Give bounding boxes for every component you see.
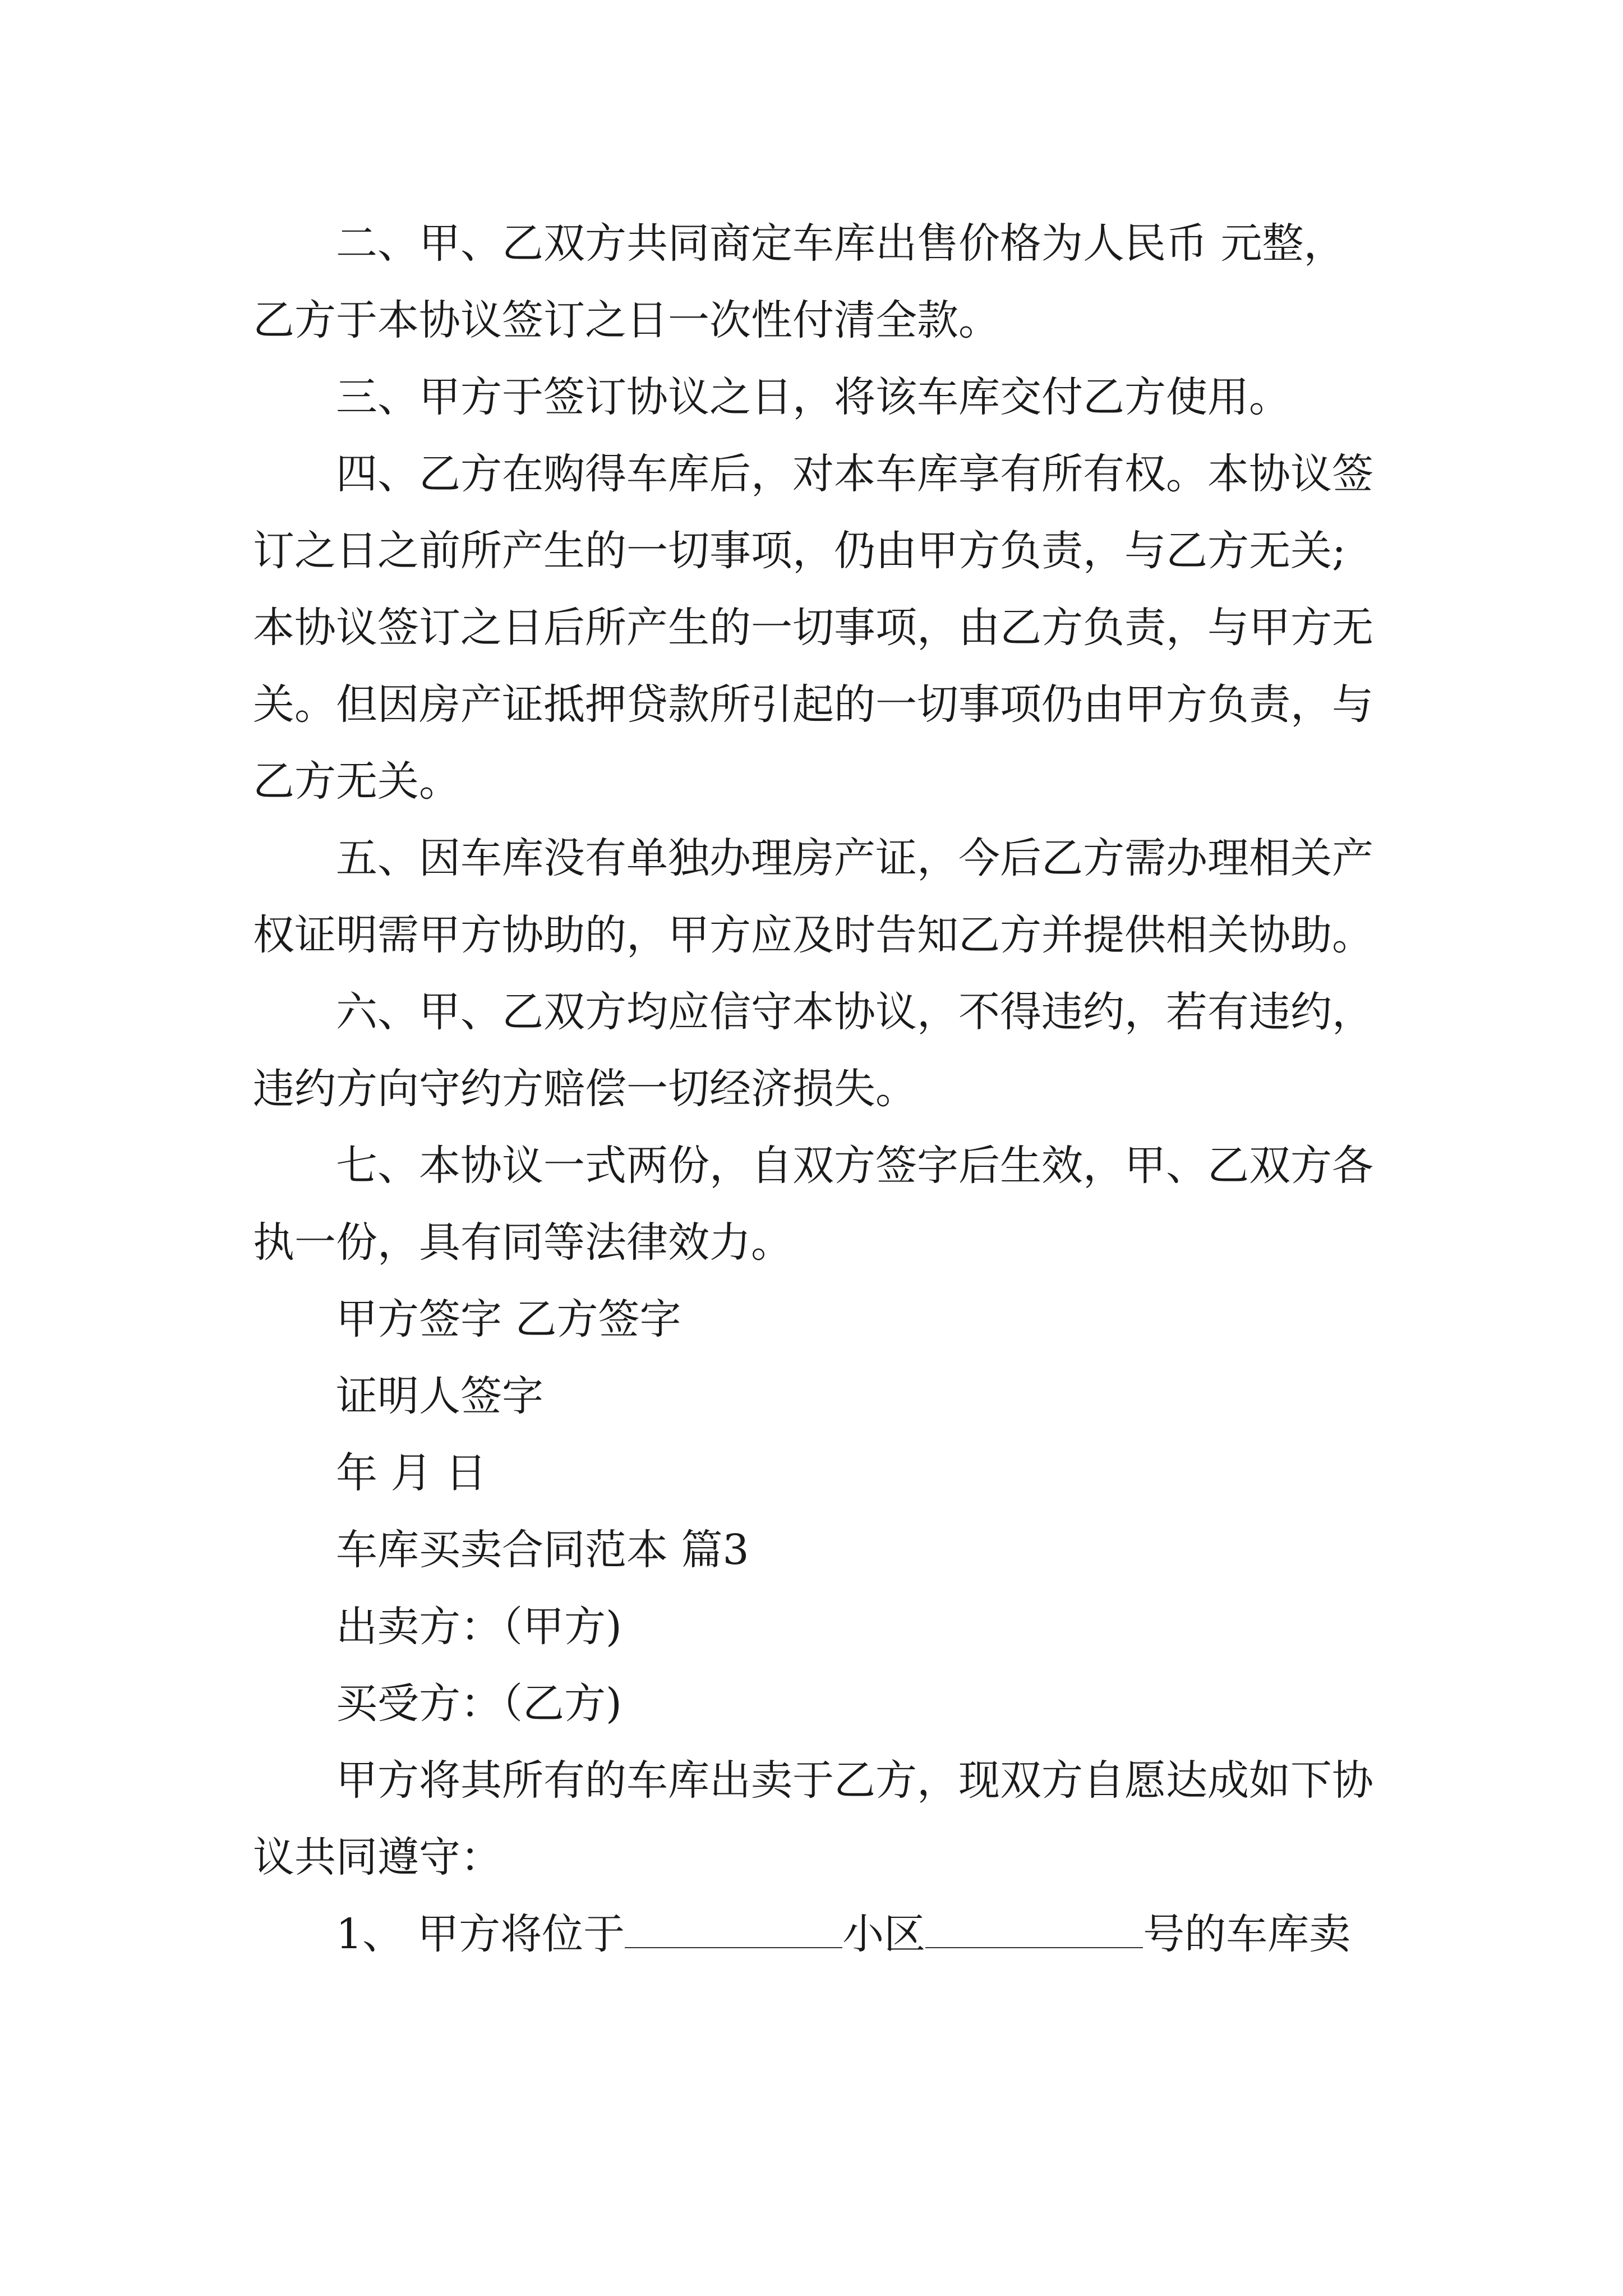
section-title: 车库买卖合同范本 篇3	[336, 1526, 749, 1574]
clause-1-location	[253, 1896, 1380, 1973]
clause-1-number: 1、	[336, 1910, 404, 1958]
clause-5-certificate: 五、因车库没有单独办理房产证，今后乙方需办理相关产权证明需甲方协助的，甲方应及时告知乙方并提供相关协助。	[253, 834, 1373, 959]
signature-line: 甲方签字 乙方签字	[336, 1295, 681, 1343]
clause-7-copies: 七、本协议一式两份，自双方签字后生效，甲、乙双方各执一份，具有同等法律效力。	[253, 1142, 1373, 1267]
document-body	[253, 205, 1380, 1973]
blank-garage-number-field	[925, 1911, 1143, 1948]
witness-line: 证明人签字	[336, 1372, 543, 1420]
clause-6-breach: 六、甲、乙双方均应信守本协议，不得违约，若有违约，违约方向守约方赔偿一切经济损失。	[253, 988, 1373, 1113]
buyer-line: 买受方：（乙方)	[336, 1680, 622, 1728]
clause-1-text-c: 号的车库卖	[1143, 1910, 1351, 1958]
clause-3-delivery: 三、甲方于签订协议之日，将该车库交付乙方使用。	[336, 373, 1290, 421]
clause-1-text-a: 甲方将位于	[417, 1910, 625, 1958]
clause-2-price: 二、甲、乙双方共同商定车库出售价格为人民币 元整，乙方于本协议签订之日一次性付清全款。	[253, 219, 1345, 344]
blank-community-field	[625, 1911, 842, 1948]
date-line: 年 月 日	[336, 1449, 487, 1497]
clause-1-text-b: 小区	[842, 1910, 926, 1958]
clause-4-ownership: 四、乙方在购得车库后，对本车库享有所有权。本协议签订之日之前所产生的一切事项，仍由甲方负责，与乙方无关;本协议签订之日后所产生的一切事项，由乙方负责，与甲方无关。但因房产证抵押贷款所引起的一切事项仍由甲方负责，与乙方无关。	[253, 450, 1373, 806]
seller-line: 出卖方：（甲方)	[336, 1603, 622, 1651]
intro-paragraph: 甲方将其所有的车库出卖于乙方，现双方自愿达成如下协议共同遵守：	[253, 1756, 1373, 1881]
